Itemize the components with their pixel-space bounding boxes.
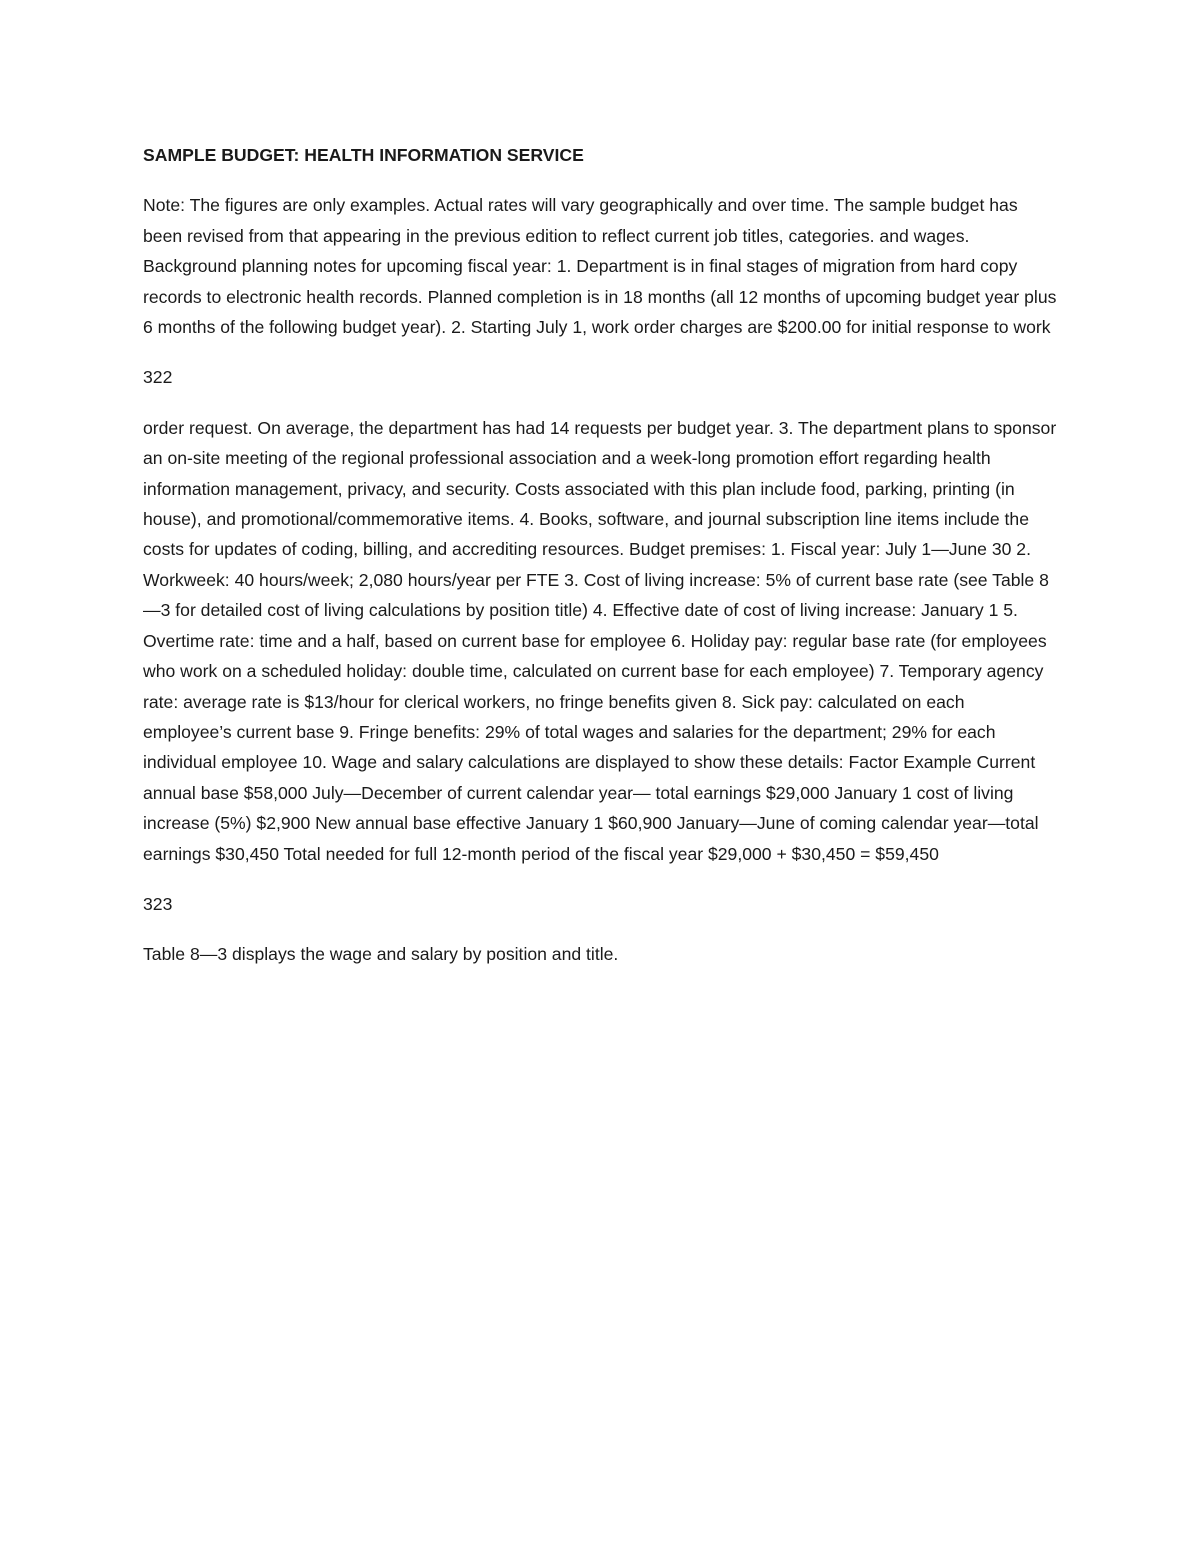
document-body: [143, 140, 1058, 970]
document-title: SAMPLE BUDGET: HEALTH INFORMATION SERVICE: [143, 145, 584, 165]
page-number-322: 322: [143, 367, 173, 388]
page-number-323: 323: [143, 893, 173, 914]
paragraph-budget-premises: order request. On average, the department has had 14 requests per budget year. 3. The department plans to sponsor an on-site meeting of the regional professional association and a week-long promotion effort regarding health information management, privacy, and security. Costs associated with this plan include food, parking, printing (in house), and promotional/commemorative items. 4. Books, software, and journal subscription line items include the costs for updates of coding, billing, and accrediting resources. Budget premises: 1. Fiscal year: July 1—June 30 2. Workweek: 40 hours/week; 2,080 hours/year per FTE 3. Cost of living increase: 5% of current base rate (see Table 8—3 for detailed cost of living calculations by position title) 4. Effective date of cost of living increase: January 1 5. Overtime rate: time and a half, based on current base for employee 6. Holiday pay: regular base rate (for employees who work on a scheduled holiday: double time, calculated on current base for each employee) 7. Temporary agency rate: average rate is $13/hour for clerical workers, no fringe benefits given 8. Sick pay: calculated on each employee’s current base 9. Fringe benefits: 29% of total wages and salaries for the department; 29% for each individual employee 10. Wage and salary calculations are displayed to show these details: Factor Example Current annual base $58,000 July—December of current calendar year— total earnings $29,000 January 1 cost of living increase (5%) $2,900 New annual base effective January 1 $60,900 January—June of coming calendar year—total earnings $30,450 Total needed for full 12-month period of the fiscal year $29,000 + $30,450 = $59,450: [143, 417, 1057, 864]
paragraph-note: Note: The figures are only examples. Actual rates will vary geographically and over time. The sample budget has been revised from that appearing in the previous edition to reflect current job titles, categories. and wages. Background planning notes for upcoming fiscal year: 1. Department is in final stages of migration from hard copy records to electronic health records. Planned completion is in 18 months (all 12 months of upcoming budget year plus 6 months of the following budget year). 2. Starting July 1, work order charges are $200.00 for initial response to work: [143, 195, 1057, 338]
paragraph-table-reference: Table 8—3 displays the wage and salary by position and title.: [143, 944, 619, 965]
